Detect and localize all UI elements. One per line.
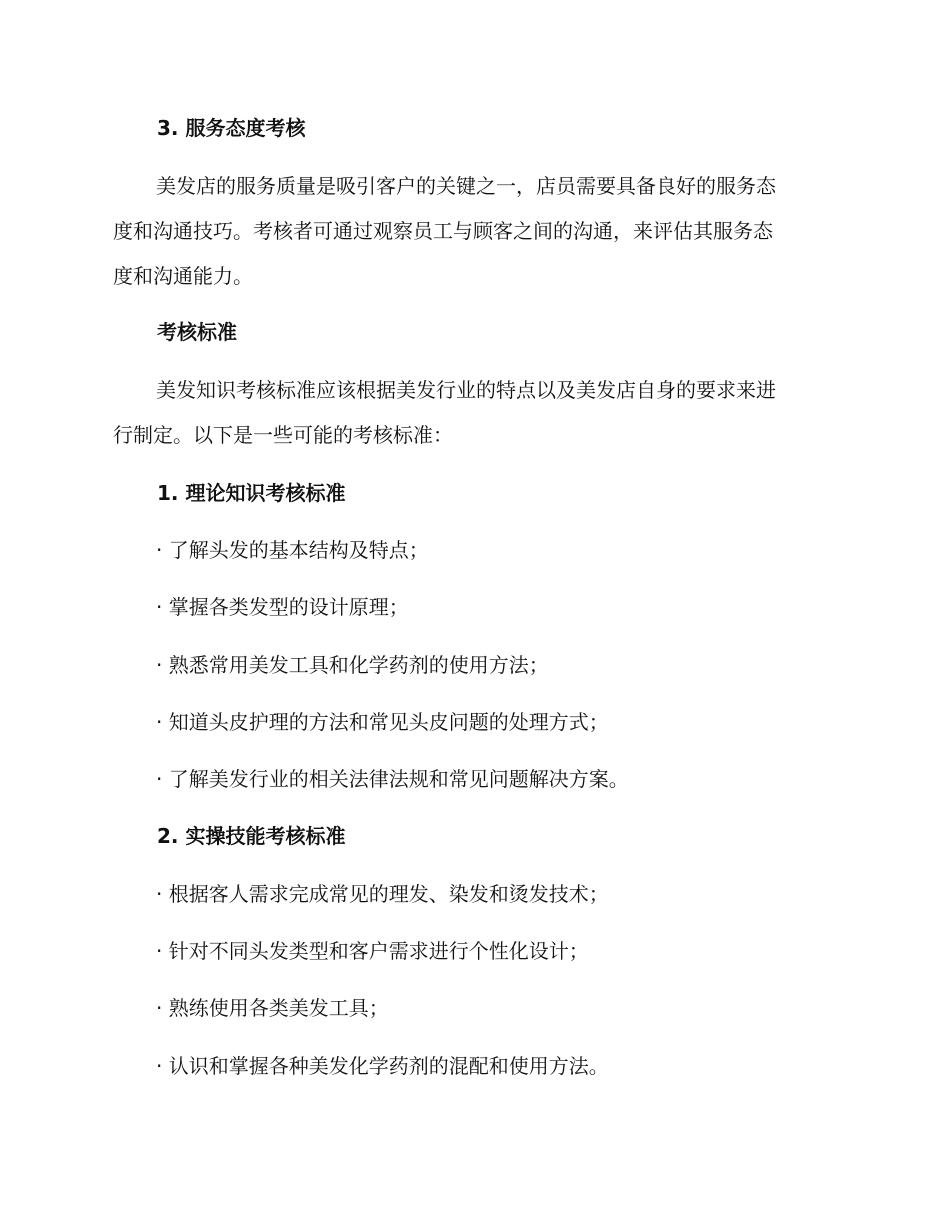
paragraph-line: 度和沟通技巧。考核者可通过观察员工与顾客之间的沟通，来评估其服务态: [113, 219, 773, 243]
paragraph-line: 美发知识考核标准应该根据美发行业的特点以及美发店自身的要求来进: [156, 378, 776, 402]
paragraph-line: 行制定。以下是一些可能的考核标准：: [113, 423, 453, 447]
heading-practical-standards: 2. 实操技能考核标准: [157, 824, 346, 848]
paragraph-line: 美发店的服务质量是吸引客户的关键之一，店员需要具备良好的服务态: [156, 174, 776, 198]
paragraph-service-attitude: [113, 164, 833, 299]
list-item: · 了解头发的基本结构及特点；: [156, 538, 429, 562]
list-item: · 根据客人需求完成常见的理发、染发和烫发技术；: [156, 882, 609, 906]
list-item: · 认识和掌握各种美发化学药剂的混配和使用方法。: [156, 1054, 609, 1078]
list-item: · 熟练使用各类美发工具；: [156, 996, 389, 1020]
list-item: · 熟悉常用美发工具和化学药剂的使用方法；: [156, 653, 549, 677]
list-item: · 了解美发行业的相关法律法规和常见问题解决方案。: [156, 767, 629, 791]
list-item: · 针对不同头发类型和客户需求进行个性化设计；: [156, 939, 589, 963]
paragraph-standards: [113, 368, 833, 458]
list-item: · 掌握各类发型的设计原理；: [156, 595, 409, 619]
paragraph-line: 度和沟通能力。: [113, 264, 253, 288]
heading-theory-standards: 1. 理论知识考核标准: [157, 481, 346, 505]
list-item: · 知道头皮护理的方法和常见头皮问题的处理方式；: [156, 710, 609, 734]
heading-standards: 考核标准: [157, 320, 237, 344]
heading-service-attitude: 3. 服务态度考核: [157, 116, 306, 140]
